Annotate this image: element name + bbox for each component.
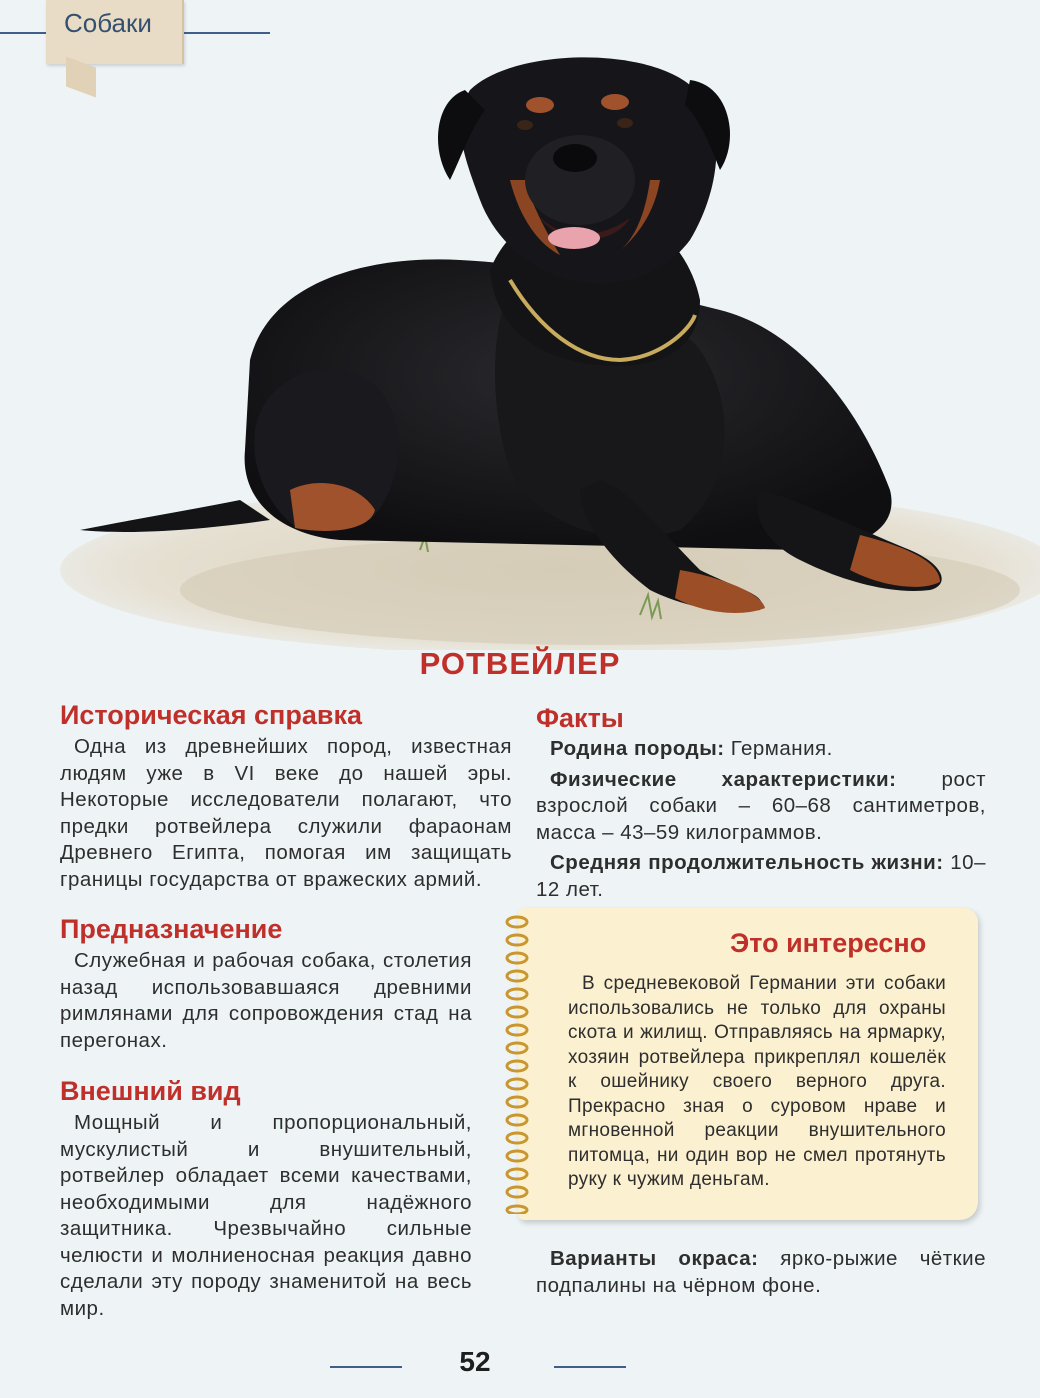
fact-colors-value: ярко-рыжие чёткие подпалины на чёрном фоне.: [536, 1247, 986, 1297]
spiral-binding-icon: [497, 914, 537, 1214]
purpose-text: Служебная и рабочая собака, столетия назад использовавшаяся древними римлянами для сопровождения стад на перегонах.: [60, 949, 472, 1052]
fact-physical-label: Физические характеристики:: [550, 767, 897, 791]
appearance-text: Мощный и пропорциональный, мускулистый и внушительный, ротвейлер обладает всеми качествами, необходимыми для надёжного защитника. Чрезвычайно сильные челюсти и молниеносная реакция давно сделали эту породу знаменитой на весь мир.: [60, 1111, 472, 1320]
page-rule-right: [554, 1366, 626, 1368]
fact-physical-value: рост взрослой собаки – 60–68 сантиметров, масса – 43–59 килограммов.: [536, 767, 986, 844]
fact-physical: [536, 767, 986, 847]
fact-lifespan: [536, 850, 986, 903]
fact-origin-value: Германия.: [730, 737, 833, 760]
page-rule-left: [330, 1366, 402, 1368]
fact-origin-label: Родина породы:: [550, 737, 725, 760]
fact-colors-label: Варианты окраса:: [550, 1247, 759, 1270]
facts-list: [536, 736, 986, 907]
breed-title: РОТВЕЙЛЕР: [419, 646, 621, 681]
interesting-heading: Это интересно: [730, 928, 927, 958]
interesting-text: В средневековой Германии эти собаки использовались не только для охраны скота и жилищ. Отправляясь на ярмарку, хозяин ротвейлера прикреплял кошелёк к ошейнику своего верного друга. Прекрасно зная о суровом нраве и мгновенной реакции внушительного питомца, ни один вор не смел протянуть руку к чужим деньгам.: [568, 973, 946, 1190]
rottweiler-photo: [40, 30, 1040, 650]
history-text: Одна из древнейших пород, известная людям уже в VI веке до нашей эры. Некоторые исследователи полагают, что предки ротвейлера служили фараонам Древнего Египта, помогая им защищать границы государства от вражеских армий.: [60, 735, 512, 891]
fact-lifespan-label: Средняя продолжительность жизни:: [550, 851, 944, 874]
history-heading: Историческая справка: [60, 700, 362, 730]
section-title: Собаки: [64, 8, 152, 38]
facts-heading: Факты: [536, 703, 624, 733]
page-number: 52: [459, 1346, 491, 1377]
fact-colors: [536, 1246, 986, 1299]
fact-lifespan-value: 10–12 лет.: [536, 851, 986, 901]
fact-origin: [536, 736, 986, 763]
appearance-heading: Внешний вид: [60, 1076, 241, 1106]
purpose-heading: Предназначение: [60, 914, 283, 944]
